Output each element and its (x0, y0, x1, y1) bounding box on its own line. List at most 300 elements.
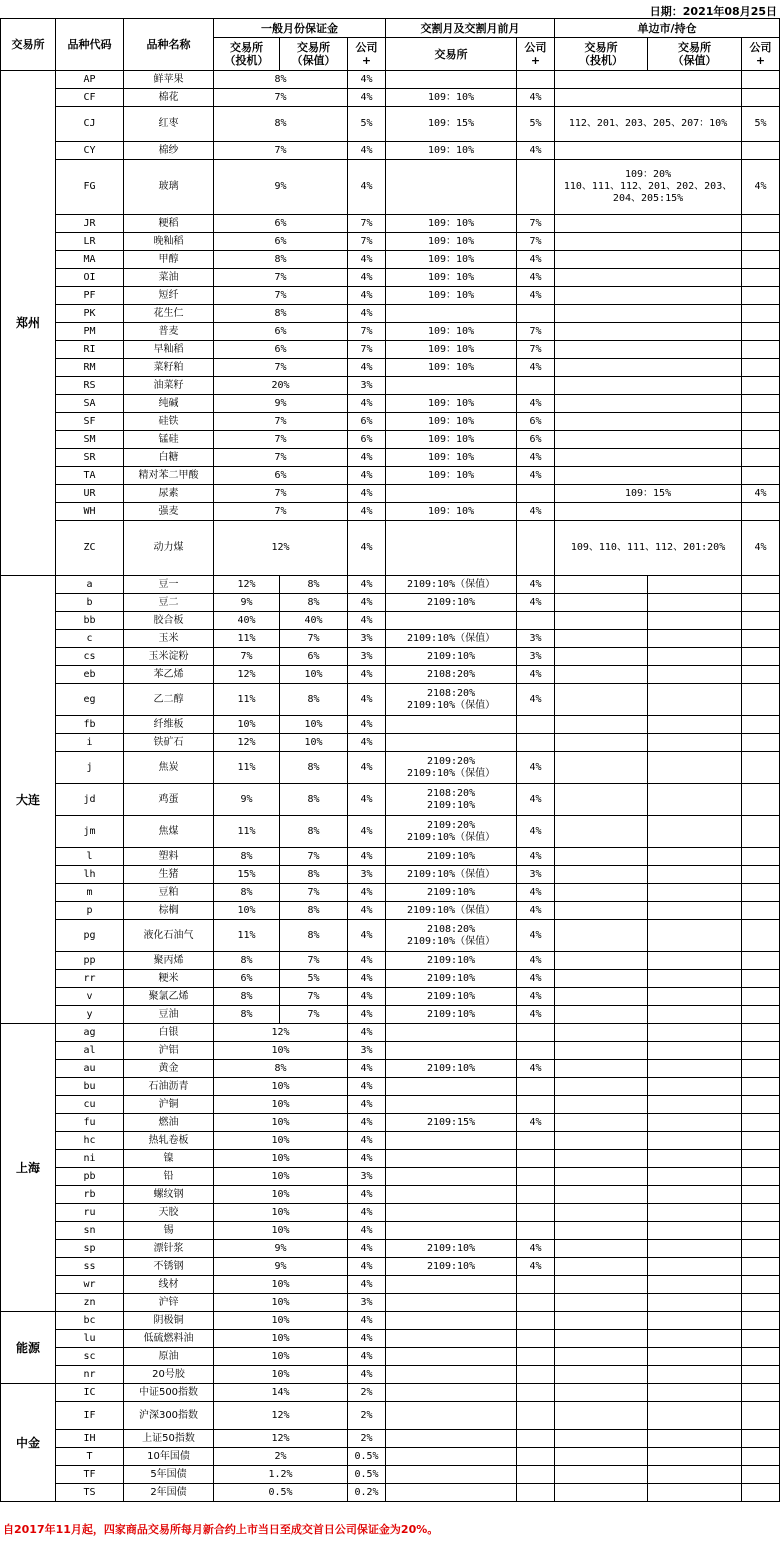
unilateral-spec-cell (555, 1006, 648, 1024)
code-cell: fu (56, 1114, 124, 1132)
code-cell: SM (56, 431, 124, 449)
table-row (1, 359, 780, 377)
unilateral-company-cell: 4% (742, 521, 780, 576)
unilateral-spec-cell (555, 1366, 648, 1384)
hedge-margin-cell: 5% (280, 970, 348, 988)
company-margin-cell: 0.5% (348, 1448, 386, 1466)
unilateral-exchange-cell (555, 323, 742, 341)
unilateral-company-cell (742, 988, 780, 1006)
unilateral-company-cell (742, 734, 780, 752)
header-delivery-exchange: 交易所 (386, 38, 517, 71)
unilateral-hedge-cell (648, 1078, 742, 1096)
unilateral-spec-cell (555, 1402, 648, 1430)
code-cell: pg (56, 920, 124, 952)
company-margin-cell: 4% (348, 952, 386, 970)
table-row (1, 1150, 780, 1168)
unilateral-company-cell (742, 1096, 780, 1114)
delivery-exchange-cell (386, 305, 517, 323)
delivery-exchange-cell (386, 1430, 517, 1448)
header-unilateral: 单边市/持仓 (555, 19, 780, 38)
delivery-company-cell (517, 1448, 555, 1466)
unilateral-company-cell: 4% (742, 160, 780, 215)
delivery-exchange-cell (386, 1330, 517, 1348)
unilateral-exchange-cell (555, 377, 742, 395)
code-cell: IC (56, 1384, 124, 1402)
code-cell: RI (56, 341, 124, 359)
company-margin-cell: 7% (348, 215, 386, 233)
unilateral-spec-cell (555, 594, 648, 612)
hedge-margin-cell: 8% (280, 816, 348, 848)
delivery-company-cell (517, 1096, 555, 1114)
unilateral-hedge-cell (648, 920, 742, 952)
code-cell: SR (56, 449, 124, 467)
company-margin-cell: 4% (348, 521, 386, 576)
unilateral-company-cell (742, 359, 780, 377)
code-cell: PM (56, 323, 124, 341)
company-margin-cell: 4% (348, 1204, 386, 1222)
general-margin-cell: 9% (214, 1258, 348, 1276)
table-row (1, 902, 780, 920)
hedge-margin-cell: 10% (280, 734, 348, 752)
unilateral-hedge-cell (648, 1348, 742, 1366)
unilateral-spec-cell (555, 866, 648, 884)
company-margin-cell: 4% (348, 395, 386, 413)
date-label: 日期：2021年08月25日 (649, 5, 777, 18)
unilateral-company-cell (742, 816, 780, 848)
unilateral-spec-cell (555, 1024, 648, 1042)
unilateral-company-cell (742, 1348, 780, 1366)
name-cell: 热轧卷板 (124, 1132, 214, 1150)
header-delivery-company: 公司 + (517, 38, 555, 71)
unilateral-company-cell (742, 1330, 780, 1348)
general-margin-cell: 7% (214, 269, 348, 287)
company-margin-cell: 4% (348, 784, 386, 816)
unilateral-company-cell (742, 233, 780, 251)
unilateral-exchange-cell (555, 341, 742, 359)
code-cell: rr (56, 970, 124, 988)
delivery-exchange-cell: 2109:10% (386, 648, 517, 666)
delivery-exchange-cell: 2108:20% 2109:10% (386, 784, 517, 816)
unilateral-company-cell (742, 89, 780, 107)
name-cell: 豆二 (124, 594, 214, 612)
unilateral-company-cell (742, 341, 780, 359)
delivery-company-cell (517, 485, 555, 503)
unilateral-company-cell (742, 648, 780, 666)
name-cell: 黄金 (124, 1060, 214, 1078)
company-margin-cell: 4% (348, 1366, 386, 1384)
delivery-company-cell: 4% (517, 576, 555, 594)
company-margin-cell: 4% (348, 1150, 386, 1168)
table-row (1, 1312, 780, 1330)
delivery-company-cell: 7% (517, 323, 555, 341)
delivery-company-cell: 4% (517, 1240, 555, 1258)
code-cell: CY (56, 142, 124, 160)
hedge-margin-cell: 40% (280, 612, 348, 630)
name-cell: 5年国债 (124, 1466, 214, 1484)
spec-margin-cell: 11% (214, 630, 280, 648)
company-margin-cell: 4% (348, 485, 386, 503)
unilateral-hedge-cell (648, 1330, 742, 1348)
company-margin-cell: 4% (348, 612, 386, 630)
table-row (1, 1114, 780, 1132)
code-cell: jd (56, 784, 124, 816)
spec-margin-cell: 11% (214, 684, 280, 716)
unilateral-hedge-cell (648, 666, 742, 684)
unilateral-hedge-cell (648, 594, 742, 612)
delivery-exchange-cell: 2109:10% (386, 594, 517, 612)
hedge-margin-cell: 8% (280, 684, 348, 716)
company-margin-cell: 4% (348, 716, 386, 734)
table-row (1, 287, 780, 305)
table-body (1, 71, 780, 1502)
delivery-exchange-cell (386, 1204, 517, 1222)
unilateral-spec-cell (555, 648, 648, 666)
name-cell: 花生仁 (124, 305, 214, 323)
company-margin-cell: 4% (348, 449, 386, 467)
table-row (1, 215, 780, 233)
delivery-exchange-cell: 109：10% (386, 323, 517, 341)
header-company: 公司 + (348, 38, 386, 71)
delivery-company-cell (517, 1024, 555, 1042)
spec-margin-cell: 10% (214, 716, 280, 734)
general-margin-cell: 7% (214, 142, 348, 160)
unilateral-hedge-cell (648, 716, 742, 734)
general-margin-cell: 10% (214, 1186, 348, 1204)
unilateral-hedge-cell (648, 1096, 742, 1114)
unilateral-hedge-cell (648, 1150, 742, 1168)
general-margin-cell: 6% (214, 323, 348, 341)
company-margin-cell: 3% (348, 1042, 386, 1060)
general-margin-cell: 12% (214, 1430, 348, 1448)
code-cell: p (56, 902, 124, 920)
header-general: 一般月份保证金 (214, 19, 386, 38)
company-margin-cell: 2% (348, 1430, 386, 1448)
company-margin-cell: 4% (348, 734, 386, 752)
company-margin-cell: 4% (348, 1006, 386, 1024)
unilateral-spec-cell (555, 1114, 648, 1132)
delivery-exchange-cell: 2109:10%（保值） (386, 902, 517, 920)
delivery-exchange-cell (386, 1078, 517, 1096)
code-cell: eg (56, 684, 124, 716)
delivery-company-cell: 4% (517, 816, 555, 848)
code-cell: ni (56, 1150, 124, 1168)
hedge-margin-cell: 10% (280, 666, 348, 684)
company-margin-cell: 7% (348, 341, 386, 359)
unilateral-exchange-cell (555, 395, 742, 413)
unilateral-exchange-cell (555, 467, 742, 485)
delivery-company-cell (517, 521, 555, 576)
table-row (1, 684, 780, 716)
unilateral-company-cell (742, 467, 780, 485)
spec-margin-cell: 6% (214, 970, 280, 988)
general-margin-cell: 10% (214, 1096, 348, 1114)
name-cell: 鸡蛋 (124, 784, 214, 816)
spec-margin-cell: 9% (214, 784, 280, 816)
general-margin-cell: 7% (214, 485, 348, 503)
delivery-company-cell (517, 1222, 555, 1240)
spec-margin-cell: 12% (214, 576, 280, 594)
delivery-exchange-cell (386, 1222, 517, 1240)
general-margin-cell: 0.5% (214, 1484, 348, 1502)
delivery-exchange-cell (386, 160, 517, 215)
code-cell: T (56, 1448, 124, 1466)
company-margin-cell: 4% (348, 467, 386, 485)
unilateral-company-cell (742, 1186, 780, 1204)
unilateral-exchange-cell (555, 251, 742, 269)
unilateral-exchange-cell: 112、201、203、205、207：10% (555, 107, 742, 142)
unilateral-company-cell (742, 269, 780, 287)
unilateral-spec-cell (555, 1186, 648, 1204)
delivery-exchange-cell: 2109:10% (386, 1060, 517, 1078)
unilateral-spec-cell (555, 1276, 648, 1294)
delivery-exchange-cell: 2108:20% 2109:10%（保值） (386, 684, 517, 716)
unilateral-company-cell (742, 1466, 780, 1484)
header-exchange: 交易所 (1, 19, 56, 71)
unilateral-hedge-cell (648, 1294, 742, 1312)
general-margin-cell: 10% (214, 1348, 348, 1366)
name-cell: 20号胶 (124, 1366, 214, 1384)
unilateral-spec-cell (555, 970, 648, 988)
unilateral-spec-cell (555, 1150, 648, 1168)
delivery-company-cell: 4% (517, 920, 555, 952)
name-cell: 红枣 (124, 107, 214, 142)
code-cell: TF (56, 1466, 124, 1484)
code-cell: sc (56, 1348, 124, 1366)
unilateral-exchange-cell: 109：20% 110、111、112、201、202、203、204、205:15% (555, 160, 742, 215)
general-margin-cell: 8% (214, 251, 348, 269)
unilateral-company-cell (742, 1150, 780, 1168)
unilateral-company-cell (742, 594, 780, 612)
code-cell: ag (56, 1024, 124, 1042)
table-row (1, 1024, 780, 1042)
delivery-company-cell (517, 734, 555, 752)
delivery-exchange-cell: 2109:10%（保值） (386, 630, 517, 648)
unilateral-company-cell (742, 666, 780, 684)
name-cell: 棉花 (124, 89, 214, 107)
table-row (1, 1132, 780, 1150)
table-row (1, 503, 780, 521)
delivery-exchange-cell (386, 521, 517, 576)
general-margin-cell: 7% (214, 431, 348, 449)
table-row (1, 395, 780, 413)
delivery-exchange-cell (386, 71, 517, 89)
general-margin-cell: 7% (214, 503, 348, 521)
delivery-exchange-cell: 109：10% (386, 142, 517, 160)
code-cell: TA (56, 467, 124, 485)
header-hedge: 交易所 （保值） (280, 38, 348, 71)
general-margin-cell: 7% (214, 449, 348, 467)
code-cell: bc (56, 1312, 124, 1330)
general-margin-cell: 7% (214, 287, 348, 305)
table-row (1, 1168, 780, 1186)
margin-table (0, 18, 780, 1502)
company-margin-cell: 4% (348, 1186, 386, 1204)
code-cell: j (56, 752, 124, 784)
code-cell: hc (56, 1132, 124, 1150)
delivery-exchange-cell: 109：10% (386, 251, 517, 269)
name-cell: 阴极铜 (124, 1312, 214, 1330)
unilateral-company-cell (742, 1078, 780, 1096)
unilateral-hedge-cell (648, 1240, 742, 1258)
delivery-exchange-cell: 2109:20% 2109:10%（保值） (386, 752, 517, 784)
table-row (1, 1240, 780, 1258)
unilateral-company-cell (742, 1222, 780, 1240)
general-margin-cell: 6% (214, 467, 348, 485)
unilateral-spec-cell (555, 1060, 648, 1078)
name-cell: 甲醇 (124, 251, 214, 269)
unilateral-company-cell (742, 1448, 780, 1466)
general-margin-cell: 12% (214, 521, 348, 576)
unilateral-hedge-cell (648, 884, 742, 902)
unilateral-company-cell (742, 630, 780, 648)
unilateral-spec-cell (555, 1096, 648, 1114)
unilateral-company-cell (742, 1006, 780, 1024)
unilateral-company-cell (742, 716, 780, 734)
spec-margin-cell: 11% (214, 920, 280, 952)
delivery-exchange-cell (386, 1096, 517, 1114)
unilateral-company-cell (742, 503, 780, 521)
name-cell: 焦炭 (124, 752, 214, 784)
general-margin-cell: 10% (214, 1042, 348, 1060)
code-cell: cu (56, 1096, 124, 1114)
unilateral-company-cell (742, 1276, 780, 1294)
table-row (1, 884, 780, 902)
delivery-exchange-cell: 2109:10% (386, 988, 517, 1006)
general-margin-cell: 10% (214, 1204, 348, 1222)
delivery-exchange-cell (386, 485, 517, 503)
delivery-company-cell: 7% (517, 233, 555, 251)
company-margin-cell: 4% (348, 1222, 386, 1240)
delivery-exchange-cell: 2109:10% (386, 1258, 517, 1276)
unilateral-exchange-cell: 109、110、111、112、201:20% (555, 521, 742, 576)
exchange-cell: 上海 (1, 1024, 56, 1312)
code-cell: MA (56, 251, 124, 269)
delivery-exchange-cell (386, 1402, 517, 1430)
unilateral-hedge-cell (648, 576, 742, 594)
delivery-company-cell: 6% (517, 413, 555, 431)
company-margin-cell: 4% (348, 359, 386, 377)
code-cell: PF (56, 287, 124, 305)
unilateral-exchange-cell (555, 305, 742, 323)
table-row (1, 1204, 780, 1222)
unilateral-spec-cell (555, 1204, 648, 1222)
table-row (1, 594, 780, 612)
name-cell: 中证500指数 (124, 1384, 214, 1402)
table-row (1, 1348, 780, 1366)
delivery-company-cell: 4% (517, 594, 555, 612)
table-row (1, 1484, 780, 1502)
table-row (1, 1294, 780, 1312)
code-cell: rb (56, 1186, 124, 1204)
unilateral-company-cell (742, 1240, 780, 1258)
delivery-company-cell: 4% (517, 752, 555, 784)
unilateral-hedge-cell (648, 1258, 742, 1276)
table-row (1, 612, 780, 630)
hedge-margin-cell: 8% (280, 752, 348, 784)
code-cell: PK (56, 305, 124, 323)
name-cell: 沪锌 (124, 1294, 214, 1312)
unilateral-spec-cell (555, 848, 648, 866)
unilateral-spec-cell (555, 612, 648, 630)
unilateral-spec-cell (555, 1294, 648, 1312)
unilateral-spec-cell (555, 666, 648, 684)
unilateral-exchange-cell: 109：15% (555, 485, 742, 503)
table-row (1, 1448, 780, 1466)
unilateral-exchange-cell (555, 89, 742, 107)
unilateral-hedge-cell (648, 848, 742, 866)
code-cell: bb (56, 612, 124, 630)
unilateral-hedge-cell (648, 1006, 742, 1024)
unilateral-company-cell (742, 848, 780, 866)
general-margin-cell: 2% (214, 1448, 348, 1466)
name-cell: 低硫燃料油 (124, 1330, 214, 1348)
general-margin-cell: 10% (214, 1168, 348, 1186)
code-cell: a (56, 576, 124, 594)
company-margin-cell: 4% (348, 1132, 386, 1150)
company-margin-cell: 4% (348, 1096, 386, 1114)
table-row (1, 107, 780, 142)
unilateral-spec-cell (555, 1258, 648, 1276)
company-margin-cell: 6% (348, 431, 386, 449)
delivery-exchange-cell (386, 1186, 517, 1204)
delivery-company-cell (517, 305, 555, 323)
delivery-exchange-cell (386, 1448, 517, 1466)
code-cell: al (56, 1042, 124, 1060)
company-margin-cell: 4% (348, 594, 386, 612)
header-delivery: 交割月及交割月前月 (386, 19, 555, 38)
table-header (1, 19, 780, 71)
general-margin-cell: 7% (214, 413, 348, 431)
hedge-margin-cell: 8% (280, 784, 348, 816)
code-cell: b (56, 594, 124, 612)
delivery-company-cell (517, 1484, 555, 1502)
general-margin-cell: 9% (214, 395, 348, 413)
table-row (1, 323, 780, 341)
code-cell: jm (56, 816, 124, 848)
general-margin-cell: 6% (214, 233, 348, 251)
name-cell: 镍 (124, 1150, 214, 1168)
code-cell: WH (56, 503, 124, 521)
table-row (1, 485, 780, 503)
table-row (1, 305, 780, 323)
delivery-company-cell (517, 1276, 555, 1294)
delivery-company-cell (517, 1186, 555, 1204)
unilateral-exchange-cell (555, 413, 742, 431)
unilateral-company-cell (742, 1114, 780, 1132)
header-name: 品种名称 (124, 19, 214, 71)
delivery-exchange-cell: 2109:10% (386, 884, 517, 902)
delivery-exchange-cell: 109：10% (386, 341, 517, 359)
general-margin-cell: 7% (214, 359, 348, 377)
hedge-margin-cell: 7% (280, 884, 348, 902)
name-cell: 漂针浆 (124, 1240, 214, 1258)
general-margin-cell: 10% (214, 1078, 348, 1096)
code-cell: SA (56, 395, 124, 413)
name-cell: 玉米淀粉 (124, 648, 214, 666)
delivery-company-cell: 4% (517, 1006, 555, 1024)
general-margin-cell: 8% (214, 1060, 348, 1078)
name-cell: 普麦 (124, 323, 214, 341)
delivery-exchange-cell: 2109:10%（保值） (386, 576, 517, 594)
code-cell: ru (56, 1204, 124, 1222)
delivery-exchange-cell: 109：15% (386, 107, 517, 142)
unilateral-hedge-cell (648, 1276, 742, 1294)
unilateral-company-cell (742, 866, 780, 884)
company-margin-cell: 3% (348, 1168, 386, 1186)
name-cell: 棕榈 (124, 902, 214, 920)
unilateral-company-cell (742, 449, 780, 467)
spec-margin-cell: 10% (214, 902, 280, 920)
